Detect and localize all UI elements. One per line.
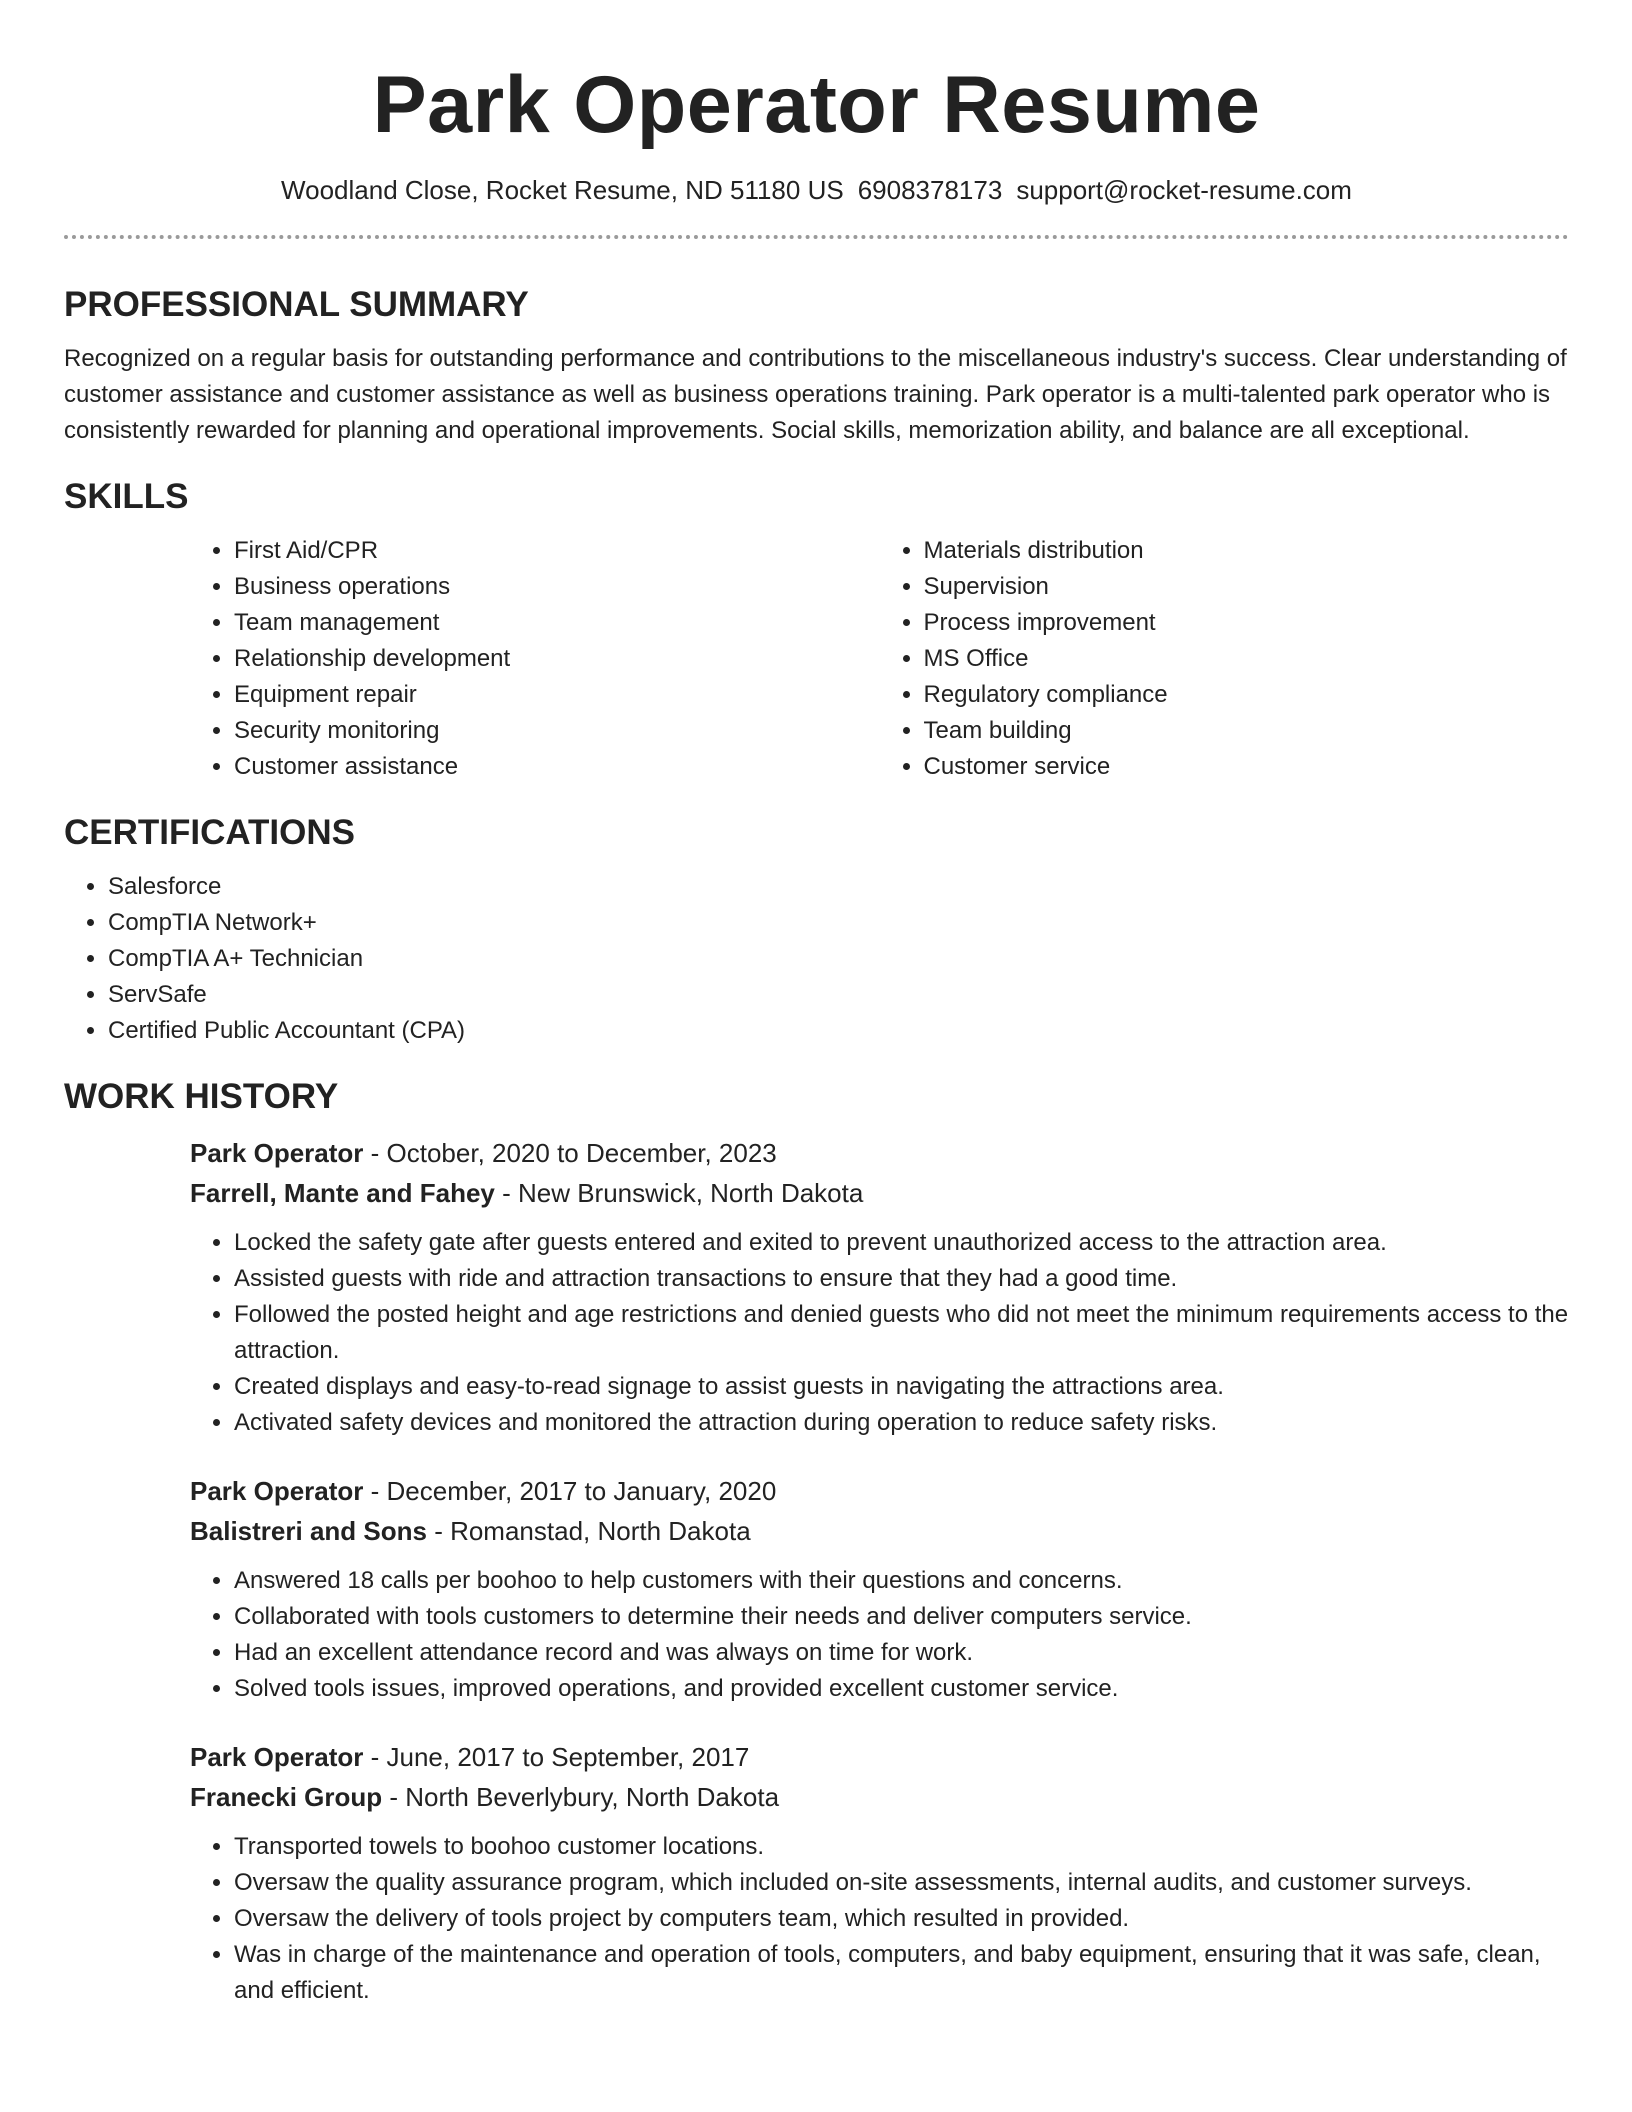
skill-item: • Process improvement <box>924 605 1570 641</box>
job-duty: • Locked the safety gate after guests entered and exited to prevent unauthorized access to the attraction area. <box>234 1225 1569 1261</box>
job-duty: • Activated safety devices and monitored the attraction during operation to reduce safety risks. <box>234 1405 1569 1441</box>
job-title-line <box>190 1471 1569 1511</box>
job-duty: • Had an excellent attendance record and was always on time for work. <box>234 1635 1569 1671</box>
job-dates: - June, 2017 to September, 2017 <box>363 1742 750 1772</box>
job-dates: - October, 2020 to December, 2023 <box>363 1138 777 1168</box>
job-entry <box>190 1737 1569 2009</box>
work-history-heading: WORK HISTORY <box>64 1077 339 1116</box>
job-duty: • Oversaw the quality assurance program, which included on-site assessments, internal audits, and customer surveys. <box>234 1865 1569 1901</box>
certification-item: • ServSafe <box>108 977 1569 1013</box>
resume-page <box>64 0 1569 2009</box>
certification-item: • CompTIA A+ Technician <box>108 941 1569 977</box>
skill-item: • Customer service <box>924 749 1570 785</box>
job-company-line <box>190 1777 1569 1817</box>
skill-item: • First Aid/CPR <box>234 533 880 569</box>
summary-heading: PROFESSIONAL SUMMARY <box>64 285 529 324</box>
skill-item: • Team building <box>924 713 1570 749</box>
contact-email: support@rocket-resume.com <box>1016 175 1352 205</box>
job-title-line <box>190 1737 1569 1777</box>
skill-item: • Supervision <box>924 569 1570 605</box>
job-duties <box>190 1829 1569 2009</box>
certifications-heading: CERTIFICATIONS <box>64 813 356 852</box>
job-duties <box>190 1563 1569 1707</box>
job-title: Park Operator <box>190 1138 364 1168</box>
skill-item: • Materials distribution <box>924 533 1570 569</box>
job-location: - North Beverlybury, North Dakota <box>382 1782 780 1812</box>
job-company: Franecki Group <box>190 1782 383 1812</box>
job-duty: • Assisted guests with ride and attraction transactions to ensure that they had a good time. <box>234 1261 1569 1297</box>
job-title-line <box>190 1133 1569 1173</box>
skills-heading: SKILLS <box>64 477 189 516</box>
skills-column-right <box>880 533 1570 785</box>
job-duty: • Solved tools issues, improved operations, and provided excellent customer service. <box>234 1671 1569 1707</box>
job-company: Farrell, Mante and Fahey <box>190 1178 495 1208</box>
skill-item: • Customer assistance <box>234 749 880 785</box>
job-company-line <box>190 1173 1569 1213</box>
header-divider <box>64 235 1569 239</box>
job-duty: • Created displays and easy-to-read signage to assist guests in navigating the attractions area. <box>234 1369 1569 1405</box>
job-company: Balistreri and Sons <box>190 1516 427 1546</box>
skill-item: • Team management <box>234 605 880 641</box>
certification-item: • CompTIA Network+ <box>108 905 1569 941</box>
job-title: Park Operator <box>190 1476 364 1506</box>
skill-item: • Relationship development <box>234 641 880 677</box>
contact-address: Woodland Close, Rocket Resume, ND 51180 US <box>281 175 844 205</box>
certification-item: • Certified Public Accountant (CPA) <box>108 1013 1569 1049</box>
job-duty: • Collaborated with tools customers to determine their needs and deliver computers service. <box>234 1599 1569 1635</box>
job-duty: • Transported towels to boohoo customer locations. <box>234 1829 1569 1865</box>
job-title: Park Operator <box>190 1742 364 1772</box>
job-duty: • Was in charge of the maintenance and operation of tools, computers, and baby equipment, ensuring that it was safe, clean, and efficient. <box>234 1937 1569 2009</box>
job-dates: - December, 2017 to January, 2020 <box>363 1476 777 1506</box>
skill-item: • Regulatory compliance <box>924 677 1570 713</box>
contact-line <box>64 172 1569 208</box>
certifications-list <box>64 869 1569 1049</box>
skill-item: • Equipment repair <box>234 677 880 713</box>
job-duty: • Oversaw the delivery of tools project by computers team, which resulted in provided. <box>234 1901 1569 1937</box>
certification-item: • Salesforce <box>108 869 1569 905</box>
job-duty: • Followed the posted height and age restrictions and denied guests who did not meet the minimum requirements access to the attraction. <box>234 1297 1569 1369</box>
skills-list <box>190 533 1569 785</box>
job-company-line <box>190 1511 1569 1551</box>
resume-title: Park Operator Resume <box>372 60 1261 150</box>
job-duties <box>190 1225 1569 1441</box>
job-entry <box>190 1471 1569 1707</box>
skills-column-left <box>190 533 880 785</box>
summary-text: Recognized on a regular basis for outstanding performance and contributions to the miscellaneous industry's success. Clear understanding of customer assistance and customer assistance as well as business operations training. Park operator is a multi-talented park operator who is consistently rewarded for planning and operational improvements. Social skills, memorization ability, and balance are all exceptional. <box>64 345 1567 444</box>
skill-item: • Security monitoring <box>234 713 880 749</box>
skill-item: • Business operations <box>234 569 880 605</box>
contact-phone: 6908378173 <box>857 175 1003 205</box>
job-entry <box>190 1133 1569 1441</box>
skill-item: • MS Office <box>924 641 1570 677</box>
job-duty: • Answered 18 calls per boohoo to help customers with their questions and concerns. <box>234 1563 1569 1599</box>
job-location: - Romanstad, North Dakota <box>426 1516 751 1546</box>
job-location: - New Brunswick, North Dakota <box>494 1178 864 1208</box>
